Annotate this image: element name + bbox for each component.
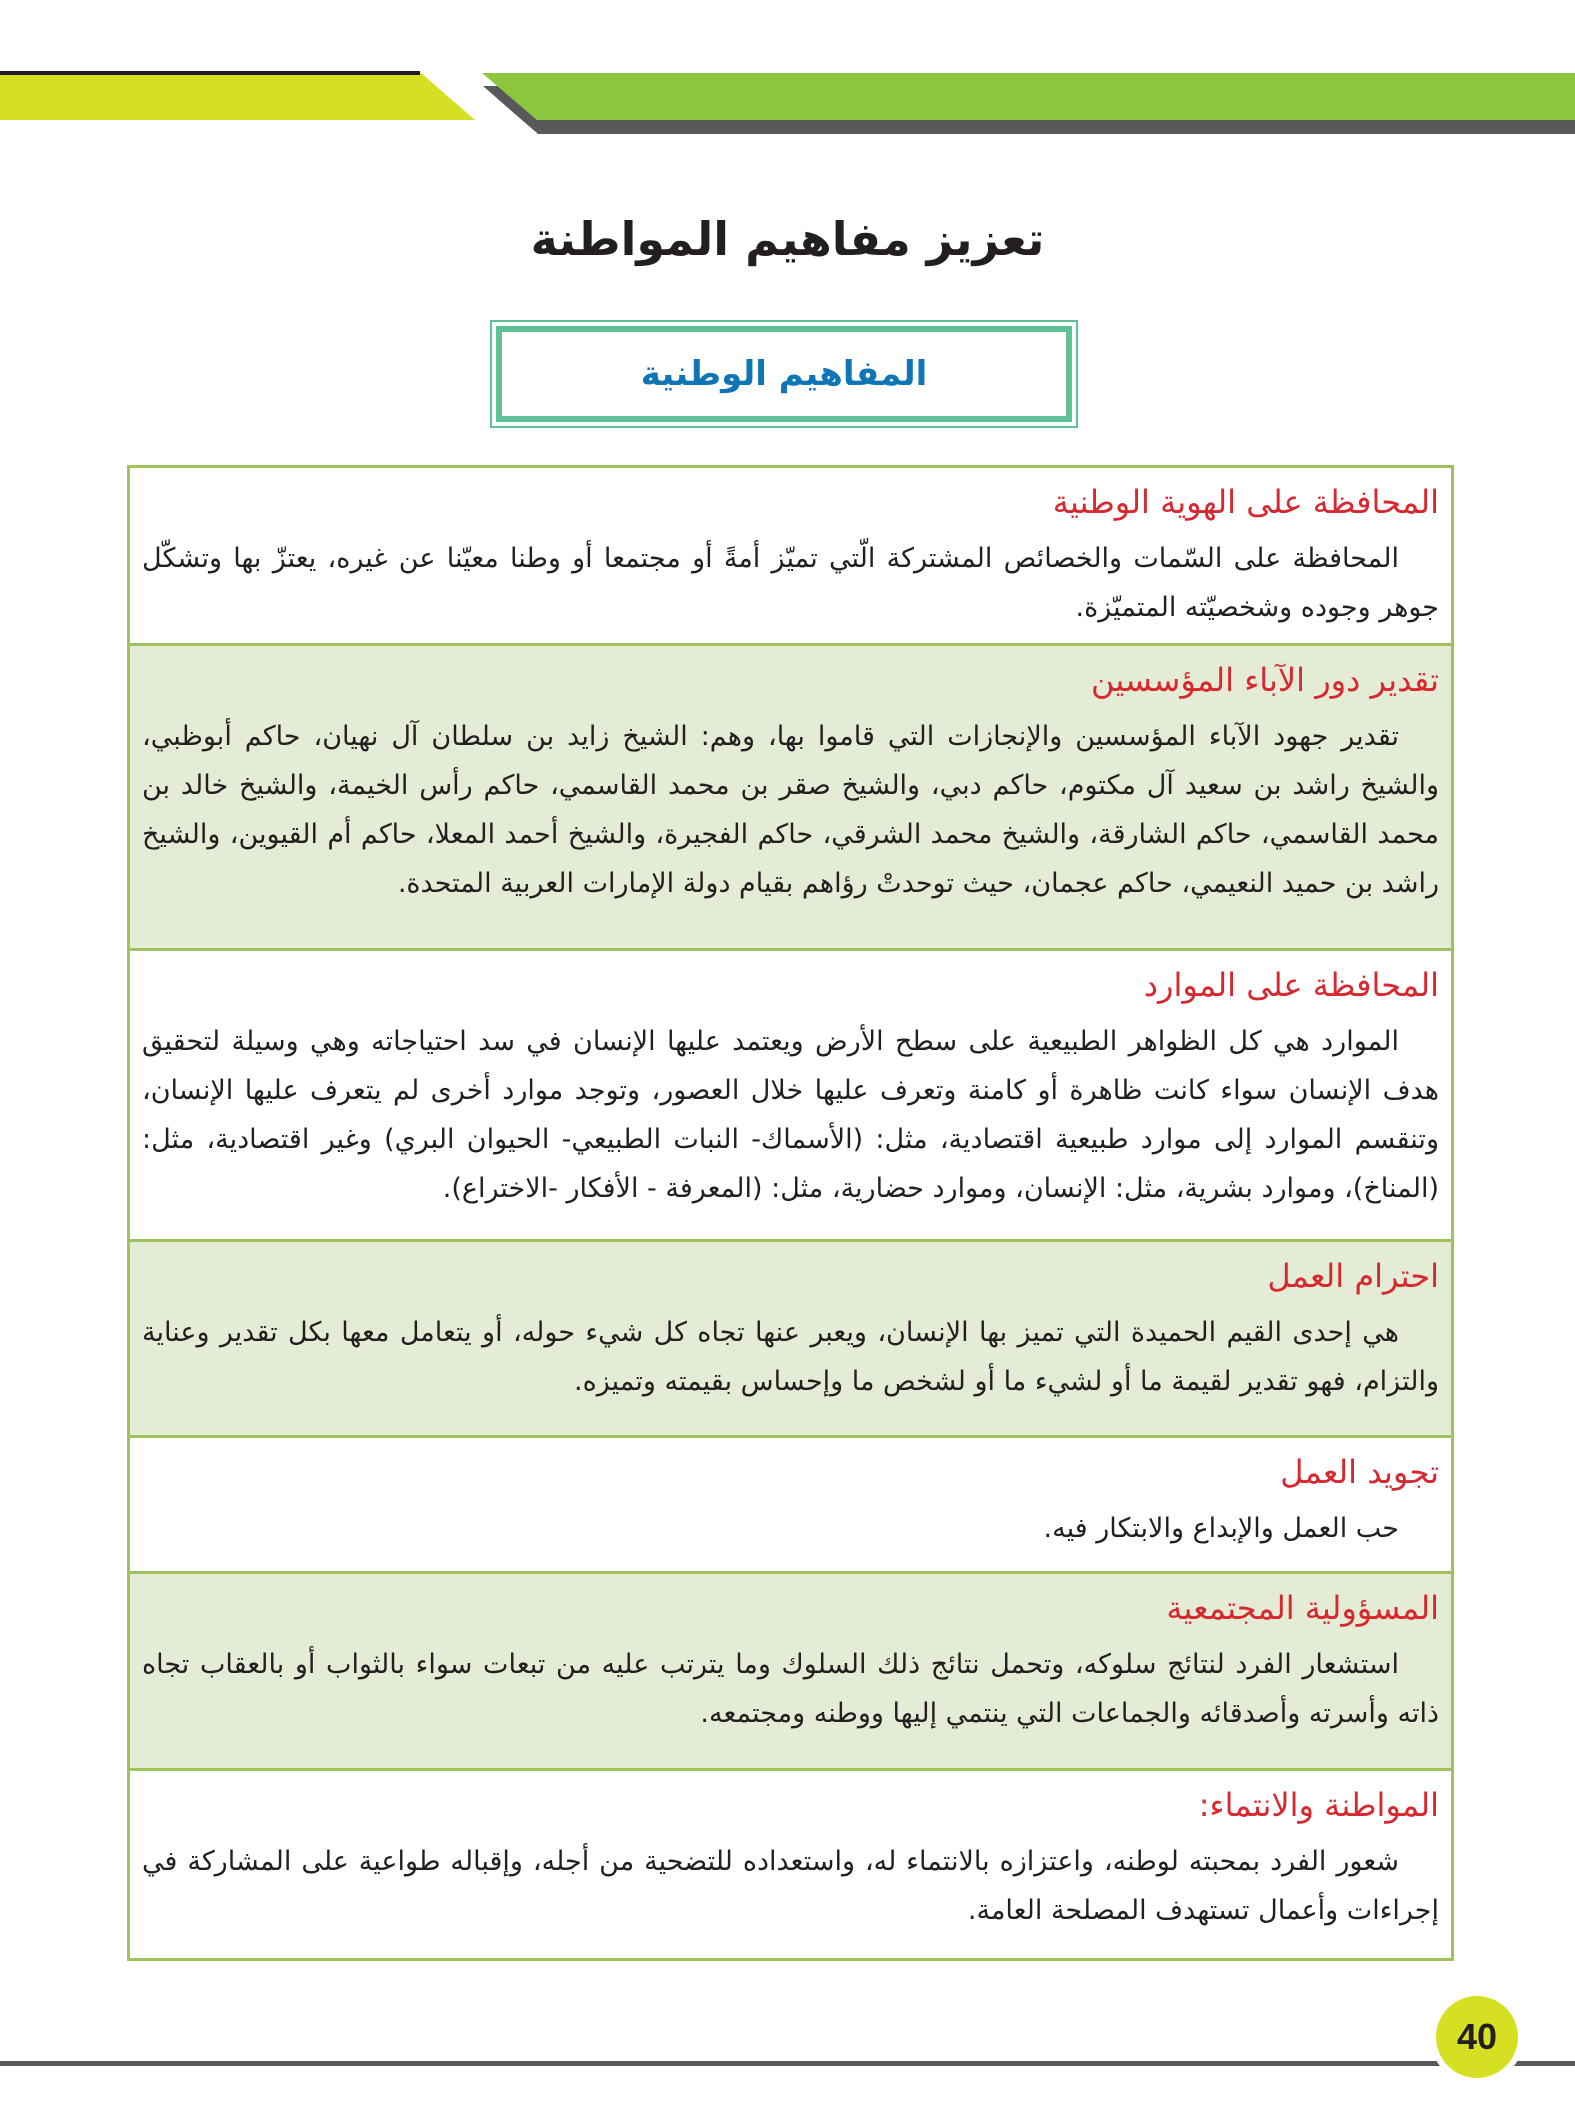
- concept-row-social-responsibility: [130, 1571, 1451, 1768]
- page-number: 40: [1430, 1990, 1524, 2084]
- concept-body: حب العمل والإبداع والابتكار فيه.: [1043, 1513, 1399, 1544]
- concept-row-citizenship-belonging: [130, 1768, 1451, 1958]
- concept-body: شعور الفرد بمحبته لوطنه، واعتزازه بالانتماء له، واستعداده للتضحية من أجله، وإقباله طواعية على المشاركة في إجراءات وأعمال تستهدف المصلحة العامة.: [142, 1846, 1439, 1926]
- concept-heading: المحافظة على الموارد: [1143, 966, 1439, 1004]
- concept-heading: المحافظة على الهوية الوطنية: [1052, 483, 1439, 521]
- concept-heading: احترام العمل: [1267, 1257, 1439, 1295]
- concept-row-national-identity: [130, 468, 1451, 643]
- concept-body: تقدير جهود الآباء المؤسسين والإنجازات التي قاموا بها، وهم: الشيخ زايد بن سلطان آل نهيان، حاكم أبوظبي، والشيخ راشد بن سعيد آل مكتوم، حاكم دبي، والشيخ صقر بن محمد القاسمي، حاكم رأس الخيمة، والشيخ خالد بن محمد القاسمي، حاكم الشارقة، والشيخ محمد الشرقي، حاكم الفجيرة، والشيخ أحمد المعلا، حاكم أم القيوين، والشيخ راشد بن حميد النعيمي، حاكم عجمان، حيث توحدتْ رؤاهم بقيام دولة الإمارات العربية المتحدة.: [142, 721, 1439, 899]
- concept-body: المحافظة على السّمات والخصائص المشتركة الّتي تميّز أمةً أو مجتمعا أو وطنا معيّنا عن غيره، يعتزّ بها وتشكّل جوهر وجوده وشخصيّته المتميّزة.: [142, 543, 1439, 623]
- concept-row-resources: [130, 948, 1451, 1239]
- concept-row-respect-work: [130, 1239, 1451, 1435]
- page-title: تعزيز مفاهيم المواطنة: [530, 212, 1045, 266]
- concept-body: استشعار الفرد لنتائج سلوكه، وتحمل نتائج ذلك السلوك وما يترتب عليه من تبعات سواء بالثواب أو بالعقاب تجاه ذاته وأسرته وأصدقائه والجماعات التي ينتمي إليها ووطنه ومجتمعه.: [142, 1649, 1439, 1729]
- concept-row-work-quality: [130, 1435, 1451, 1571]
- concept-body: الموارد هي كل الظواهر الطبيعية على سطح الأرض ويعتمد عليها الإنسان في سد احتياجاته وهي وسيلة لتحقيق هدف الإنسان سواء كانت ظاهرة أو كامنة وتعرف عليها خلال العصور، وتوجد موارد أخرى لم يتعرف عليها الإنسان، وتنقسم الموارد إلى موارد طبيعية اقتصادية، مثل: (الأسماك- النبات الطبيعي- الحيوان البري) وغير اقتصادية، مثل: (المناخ)، وموارد بشرية، مثل: الإنسان، وموارد حضارية، مثل: (المعرفة - الأفكار -الاختراع).: [142, 1026, 1439, 1204]
- concept-heading: تجويد العمل: [1280, 1453, 1439, 1491]
- header-green-band: [482, 73, 1575, 120]
- header-yellow-band: [0, 72, 475, 120]
- subtitle: المفاهيم الوطنية: [496, 326, 1072, 422]
- header-yellow-band-edge: [0, 71, 420, 75]
- concept-row-founding-fathers: [130, 643, 1451, 948]
- concepts-table: [127, 465, 1454, 1961]
- concept-heading: المواطنة والانتماء:: [1198, 1786, 1439, 1824]
- concept-heading: المسؤولية المجتمعية: [1166, 1589, 1439, 1627]
- concept-body: هي إحدى القيم الحميدة التي تميز بها الإنسان، ويعبر عنها تجاه كل شيء حوله، أو يتعامل معها بكل تقدير وعناية والتزام، فهو تقدير لقيمة ما أو لشيء ما أو لشخص ما وإحساس بقيمته وتميزه.: [142, 1317, 1439, 1397]
- concept-heading: تقدير دور الآباء المؤسسين: [1090, 661, 1439, 699]
- footer-line: [0, 2061, 1575, 2066]
- subtitle-box: [490, 320, 1078, 428]
